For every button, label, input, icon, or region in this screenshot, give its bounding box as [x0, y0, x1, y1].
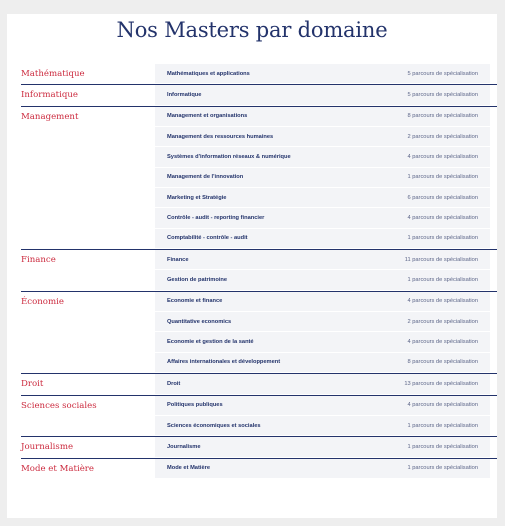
specialization-count: 2 parcours de spécialisation	[407, 133, 478, 140]
specialization-count: 1 parcours de spécialisation	[407, 235, 478, 242]
program-name[interactable]: Economie et gestion de la santé	[167, 339, 254, 346]
domain-group	[21, 106, 497, 249]
program-list	[155, 459, 490, 479]
domain-group	[21, 395, 497, 437]
program-name[interactable]: Mathématiques et applications	[167, 70, 250, 77]
domain-name[interactable]: Mathématique	[21, 69, 85, 79]
specialization-count: 11 parcours de spécialisation	[404, 256, 478, 263]
program-row[interactable]	[155, 374, 490, 394]
program-row[interactable]	[155, 127, 490, 147]
program-list	[155, 374, 490, 394]
program-list	[155, 107, 490, 249]
program-name[interactable]: Finance	[167, 256, 189, 263]
program-name[interactable]: Marketing et Stratégie	[167, 194, 227, 201]
program-row[interactable]	[155, 107, 490, 127]
program-name[interactable]: Politiques publiques	[167, 402, 223, 409]
domain-list	[21, 64, 497, 479]
program-name[interactable]: Management et organisations	[167, 113, 248, 120]
domain-name[interactable]: Journalisme	[21, 442, 74, 453]
program-row[interactable]	[155, 396, 490, 416]
program-row[interactable]	[155, 459, 490, 479]
program-row[interactable]	[155, 188, 490, 208]
domain-name[interactable]: Sciences sociales	[21, 400, 97, 411]
program-name[interactable]: Journalisme	[167, 443, 201, 450]
program-name[interactable]: Management de l'innovation	[167, 174, 244, 181]
program-name[interactable]: Affaires internationales et développement	[167, 359, 281, 366]
masters-card	[7, 14, 497, 518]
program-name[interactable]: Mode et Matière	[167, 465, 210, 472]
program-list	[155, 292, 490, 373]
domain-name[interactable]: Informatique	[21, 90, 78, 101]
program-row[interactable]	[155, 416, 490, 436]
program-row[interactable]	[155, 270, 490, 290]
specialization-count: 4 parcours de spécialisation	[407, 402, 478, 409]
domain-group	[21, 373, 497, 394]
program-name[interactable]: Gestion de patrimoine	[167, 277, 228, 284]
domain-name[interactable]: Mode et Matière	[21, 463, 94, 474]
specialization-count: 6 parcours de spécialisation	[407, 194, 478, 201]
specialization-count: 5 parcours de spécialisation	[407, 70, 478, 77]
domain-name[interactable]: Finance	[21, 255, 56, 266]
domain-name[interactable]: Management	[21, 111, 79, 122]
program-row[interactable]	[155, 332, 490, 352]
program-list	[155, 85, 490, 105]
specialization-count: 4 parcours de spécialisation	[407, 154, 478, 161]
domain-group	[21, 64, 497, 84]
domain-group	[21, 436, 497, 457]
program-row[interactable]	[155, 64, 490, 84]
program-name[interactable]: Sciences économiques et sociales	[167, 422, 261, 429]
domain-group	[21, 84, 497, 105]
program-row[interactable]	[155, 250, 490, 270]
program-row[interactable]	[155, 168, 490, 188]
program-name[interactable]: Systèmes d'information réseaux & numérique	[167, 154, 291, 161]
specialization-count: 4 parcours de spécialisation	[407, 215, 478, 222]
specialization-count: 1 parcours de spécialisation	[407, 443, 478, 450]
program-row[interactable]	[155, 353, 490, 373]
program-name[interactable]: Management des ressources humaines	[167, 133, 274, 140]
specialization-count: 2 parcours de spécialisation	[407, 318, 478, 325]
program-row[interactable]	[155, 147, 490, 167]
program-row[interactable]	[155, 437, 490, 457]
domain-name[interactable]: Économie	[21, 296, 64, 307]
program-list	[155, 437, 490, 457]
specialization-count: 1 parcours de spécialisation	[407, 277, 478, 284]
page-title: Nos Masters par domaine	[116, 18, 388, 42]
specialization-count: 1 parcours de spécialisation	[407, 465, 478, 472]
specialization-count: 4 parcours de spécialisation	[407, 339, 478, 346]
specialization-count: 13 parcours de spécialisation	[404, 380, 478, 387]
specialization-count: 1 parcours de spécialisation	[407, 174, 478, 181]
specialization-count: 4 parcours de spécialisation	[407, 298, 478, 305]
program-name[interactable]: Droit	[167, 380, 181, 387]
specialization-count: 1 parcours de spécialisation	[407, 422, 478, 429]
specialization-count: 5 parcours de spécialisation	[407, 92, 478, 99]
specialization-count: 8 parcours de spécialisation	[407, 359, 478, 366]
program-name[interactable]: Comptabilité - contrôle - audit	[167, 235, 248, 242]
program-row[interactable]	[155, 312, 490, 332]
domain-group	[21, 291, 497, 373]
program-list	[155, 396, 490, 437]
domain-name[interactable]: Droit	[21, 379, 44, 390]
specialization-count: 8 parcours de spécialisation	[407, 113, 478, 120]
program-name[interactable]: Quantitative economics	[167, 318, 232, 325]
program-name[interactable]: Informatique	[167, 92, 202, 99]
domain-group	[21, 249, 497, 291]
program-row[interactable]	[155, 229, 490, 249]
program-name[interactable]: Economie et finance	[167, 298, 223, 305]
program-row[interactable]	[155, 85, 490, 105]
program-list	[155, 250, 490, 291]
program-list	[155, 64, 490, 84]
program-row[interactable]	[155, 208, 490, 228]
program-row[interactable]	[155, 292, 490, 312]
domain-group	[21, 458, 497, 479]
program-name[interactable]: Contrôle - audit - reporting financier	[167, 215, 265, 222]
